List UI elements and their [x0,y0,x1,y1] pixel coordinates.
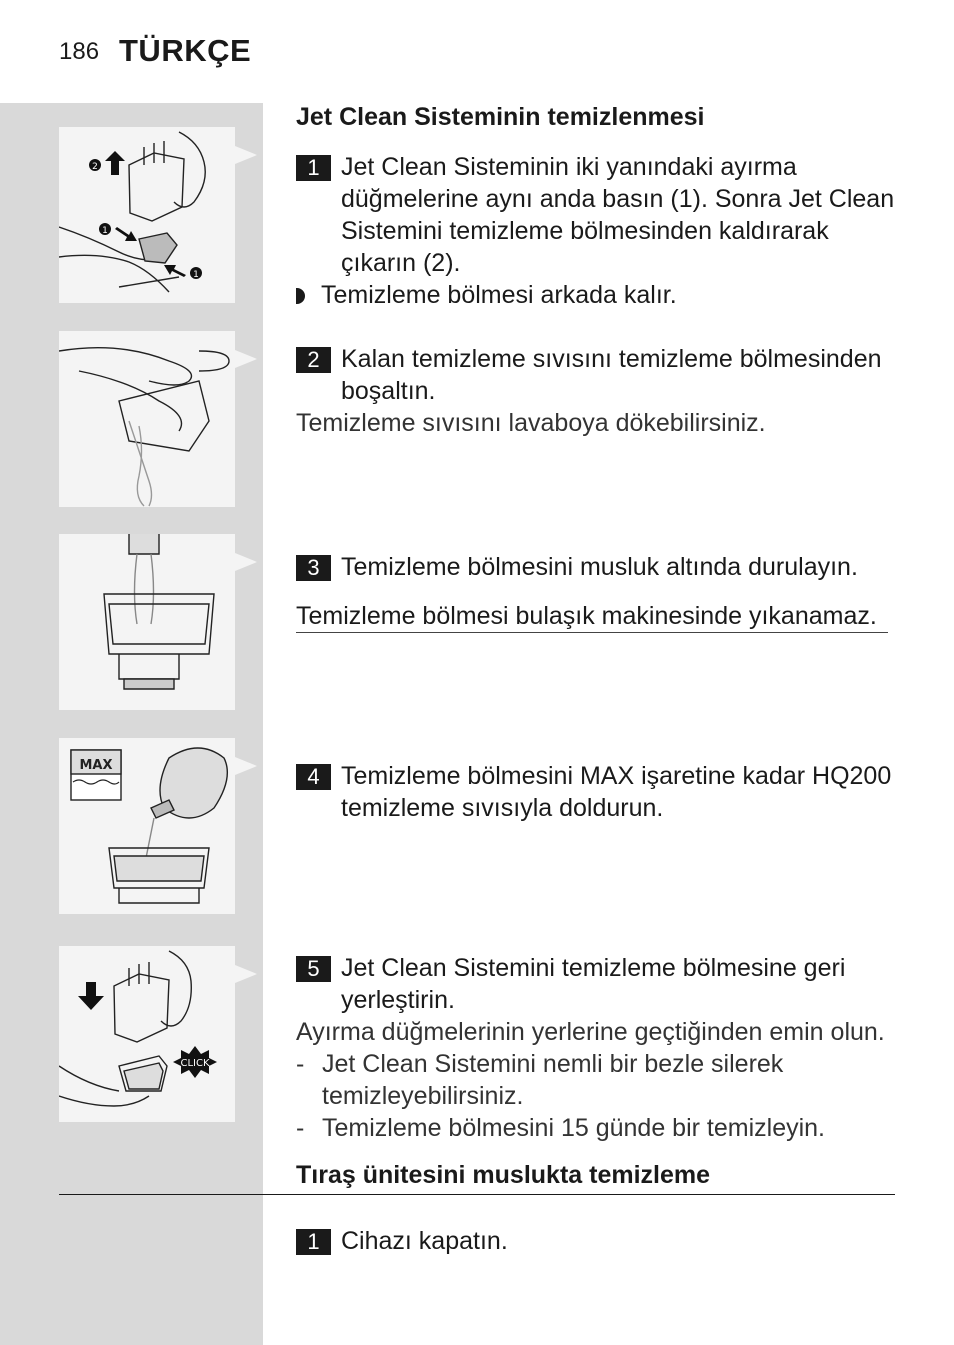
figure-pointer [235,553,257,571]
empty-chamber-illustration [59,331,235,507]
figure-reinsert-jet-clean [59,946,235,1122]
svg-text:1: 1 [193,270,199,280]
figure-fill-chamber [59,738,235,914]
figure-pointer [235,350,257,368]
svg-text:2: 2 [92,162,98,172]
step-number: 5 [296,956,331,982]
step-3 [296,551,896,583]
figure-rinse-chamber [59,534,235,710]
step-5 [296,952,896,1016]
tip-item [296,1112,906,1144]
step-text: Kalan temizleme sıvısını temizleme bölmesinden boşaltın. [341,345,882,405]
result-arrow-icon [296,288,305,304]
tip-dash: - [296,1114,305,1142]
rinse-chamber-tap-illustration [59,534,235,710]
step-text: Temizleme bölmesini MAX işaretine kadar HQ200 temizleme sıvısıyla doldurun. [341,762,892,822]
fill-chamber-illustration [59,738,235,914]
tip-dash: - [296,1050,305,1078]
result-bullet [296,279,677,311]
step-2 [296,343,896,407]
page-number: 186 [59,38,100,65]
step-number: 3 [296,555,331,581]
note-text: Ayırma düğmelerinin yerlerine geçtiğinden emin olun. [296,1018,885,1046]
section-divider [59,1194,895,1195]
step-1 [296,151,896,279]
arrow-press-b-icon [164,265,186,277]
warning-text: Temizleme bölmesi bulaşık makinesinde yıkanamaz. [296,600,888,633]
figure-pointer [235,757,257,775]
arrow-press-icon [115,227,137,241]
step-number: 1 [296,1229,331,1255]
svg-text:CLICK: CLICK [180,1058,210,1069]
arrow-up-icon [105,151,125,175]
step-text: Temizleme bölmesini musluk altında durulayın. [341,553,858,581]
section-title-jet-clean: Jet Clean Sisteminin temizlenmesi [296,103,705,131]
step-number: 2 [296,347,331,373]
step-number: 4 [296,764,331,790]
step-text: Jet Clean Sisteminin iki yanındaki ayırma düğmelerine aynı anda basın (1). Sonra Jet Clean Sistemini temizleme bölmesinden kaldırarak çıkarın (2). [341,153,895,277]
tip-text: Temizleme bölmesini 15 günde bir temizleyin. [322,1114,826,1142]
language-title: TÜRKÇE [119,33,252,68]
step-4 [296,760,896,824]
step-text: Cihazı kapatın. [341,1227,508,1255]
tip-text: Jet Clean Sistemini nemli bir bezle silerek temizleyebilirsiniz. [322,1050,784,1110]
step-number: 1 [296,155,331,181]
figure-remove-jet-clean [59,127,235,303]
svg-text:1: 1 [102,226,108,236]
step-text: Jet Clean Sistemini temizleme bölmesine geri yerleştirin. [341,954,846,1014]
step-1-turn-off [296,1225,896,1257]
section-title-tap-cleaning: Tıraş ünitesini muslukta temizleme [296,1161,711,1189]
figure-pointer [235,965,257,983]
tip-item [296,1048,906,1112]
arrow-down-icon [78,982,104,1010]
figure-pointer [235,146,257,164]
svg-text:MAX: MAX [79,758,113,773]
note-text: Temizleme sıvısını lavaboya dökebilirsiniz. [296,409,766,437]
reinsert-jet-clean-illustration [59,946,235,1122]
jet-clean-remove-illustration [59,127,235,303]
figure-empty-chamber [59,331,235,507]
result-text: Temizleme bölmesi arkada kalır. [321,281,677,309]
